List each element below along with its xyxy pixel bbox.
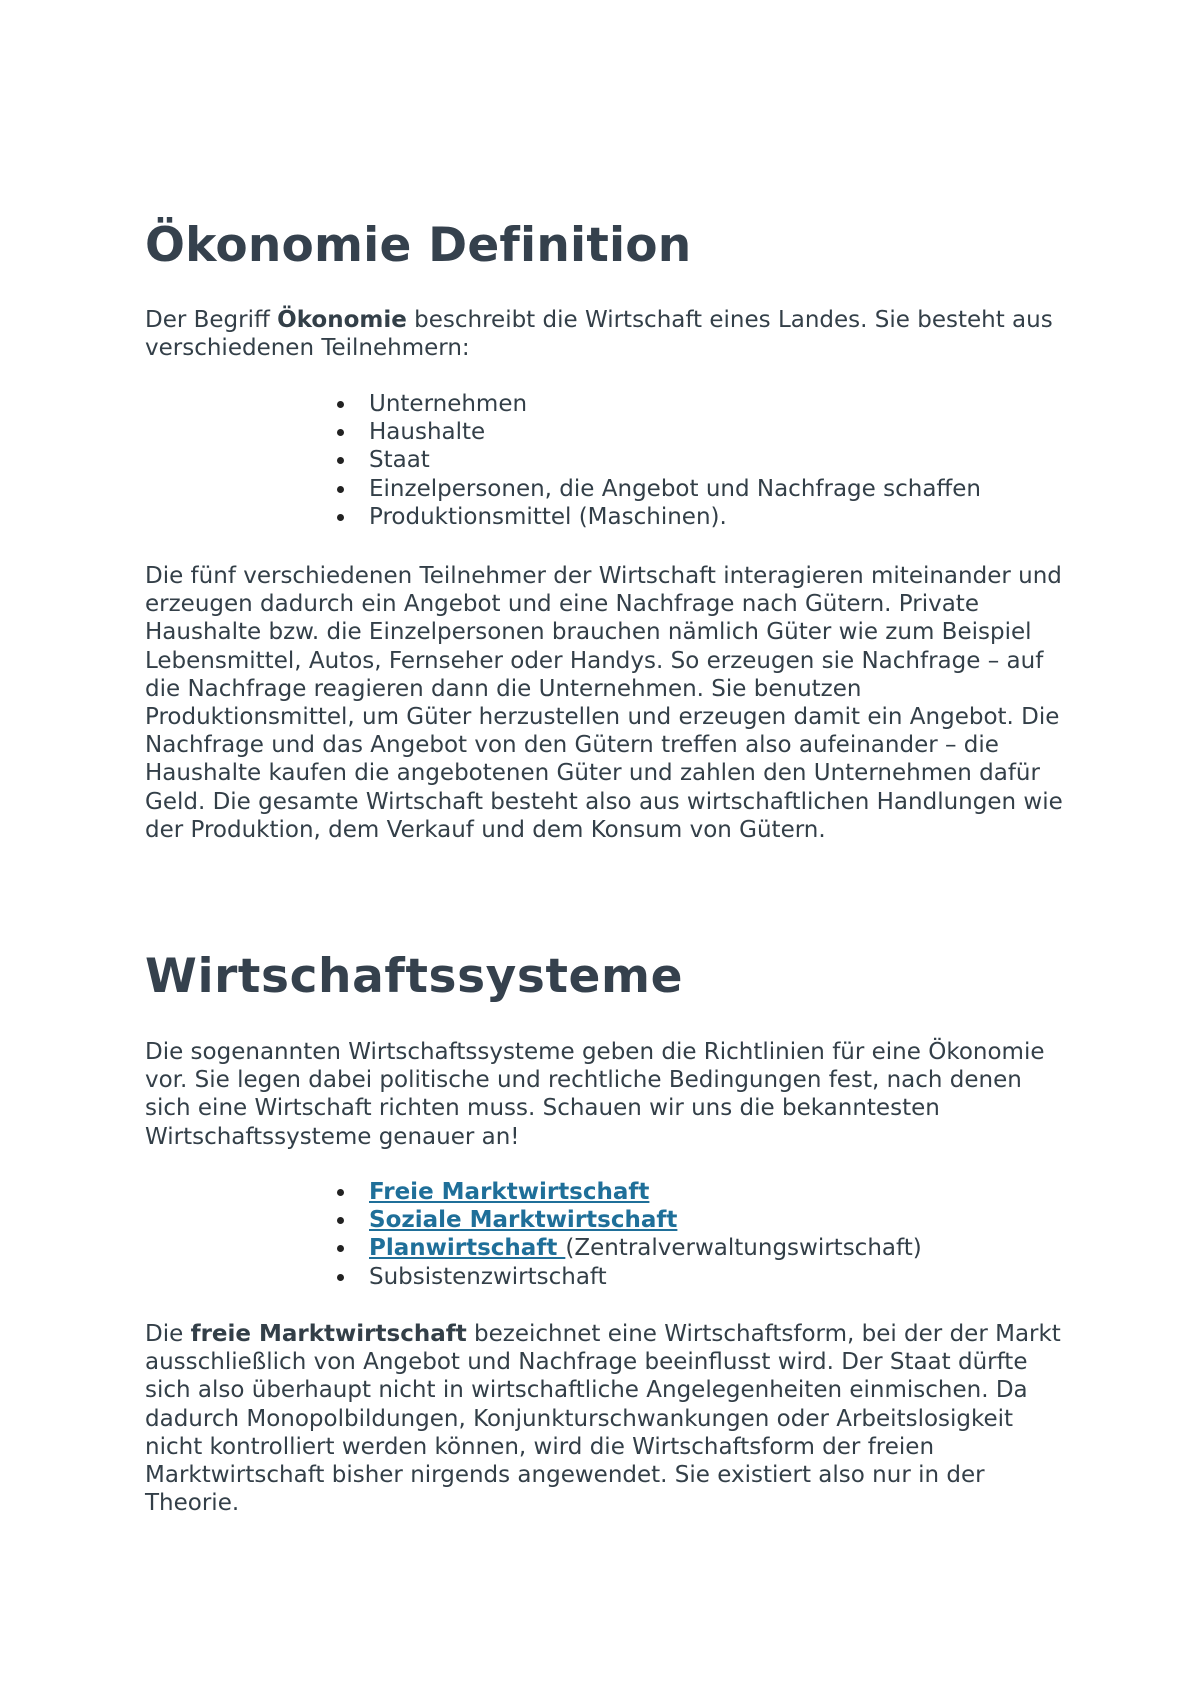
intro-bold-term: Ökonomie bbox=[277, 307, 407, 333]
list-item: Staat bbox=[145, 446, 1065, 474]
freie-marktwirtschaft-paragraph bbox=[145, 1320, 1065, 1517]
link-planwirtschaft[interactable]: Planwirtschaft bbox=[369, 1235, 566, 1262]
intro-text-before: Der Begriff bbox=[145, 307, 278, 333]
list-item: Subsistenzwirtschaft bbox=[145, 1263, 1065, 1291]
list-item: Unternehmen bbox=[145, 390, 1065, 418]
list-item bbox=[145, 1178, 1065, 1206]
list-item: Haushalte bbox=[145, 418, 1065, 446]
list-item bbox=[145, 1234, 1065, 1262]
systems-list bbox=[145, 1178, 1065, 1291]
body-paragraph-participants: Die fünf verschiedenen Teilnehmer der Wirtschaft interagieren miteinander und erzeugen dadurch ein Angebot und eine Nachfrage nach Gütern. Private Haushalte bzw. die Einzelpersonen brauchen nämlich Güter wie zum Beispiel Lebensmittel, Autos, Fernseher oder Handys. So erzeugen sie Nachfrage – auf die Nachfrage reagieren dann die Unternehmen. Sie benutzen Produktionsmittel, um Güter herzustellen und erzeugen damit ein Angebot. Die Nachfrage und das Angebot von den Gütern treffen also aufeinander – die Haushalte kaufen die angebotenen Güter und zahlen den Unternehmen dafür Geld. Die gesamte Wirtschaft besteht also aus wirtschaftlichen Handlungen wie der Produktion, dem Verkauf und dem Konsum von Gütern. bbox=[145, 563, 1063, 843]
heading-wirtschaftssysteme: Wirtschaftssysteme bbox=[145, 949, 684, 1004]
systems-intro-paragraph: Die sogenannten Wirtschaftssysteme geben die Richtlinien für eine Ökonomie vor. Sie legen dabei politische und rechtliche Bedingungen fest, nach denen sich eine Wirtschaft richten muss. Schauen wir uns die bekanntesten Wirtschaftssysteme genauer an! bbox=[145, 1039, 1045, 1150]
list-item: Einzelpersonen, die Angebot und Nachfrage schaffen bbox=[145, 475, 1065, 503]
list-item: Produktionsmittel (Maschinen). bbox=[145, 503, 1065, 531]
list-item bbox=[145, 1206, 1065, 1234]
link-soziale-marktwirtschaft[interactable]: Soziale Marktwirtschaft bbox=[369, 1207, 678, 1234]
link-freie-marktwirtschaft[interactable]: Freie Marktwirtschaft bbox=[369, 1179, 650, 1205]
intro-text-after: beschreibt die Wirtschaft eines Landes. Sie besteht aus verschiedenen Teilnehmern: bbox=[145, 307, 1053, 362]
para-text-after: bezeichnet eine Wirtschaftsform, bei der der Markt ausschließlich von Angebot und Nachfrage beeinflusst wird. Der Staat dürfte sich also überhaupt nicht in wirtschaftliche Angelegenheiten einmischen. Da dadurch Monopolbildungen, Konjunkturschwankungen oder Arbeitslosigkeit nicht kontrolliert werden können, wird die Wirtschaftsform der freien Marktwirtschaft bisher nirgends angewendet. Sie existiert also nur in der Theorie. bbox=[145, 1321, 1061, 1517]
para-text-before: Die bbox=[145, 1321, 191, 1347]
participants-list bbox=[145, 390, 1065, 531]
heading-oekonomie-definition: Ökonomie Definition bbox=[145, 218, 692, 273]
planwirtschaft-suffix: (Zentralverwaltungswirtschaft) bbox=[565, 1235, 922, 1262]
intro-paragraph bbox=[145, 306, 1065, 362]
para-bold-term: freie Marktwirtschaft bbox=[190, 1321, 467, 1347]
